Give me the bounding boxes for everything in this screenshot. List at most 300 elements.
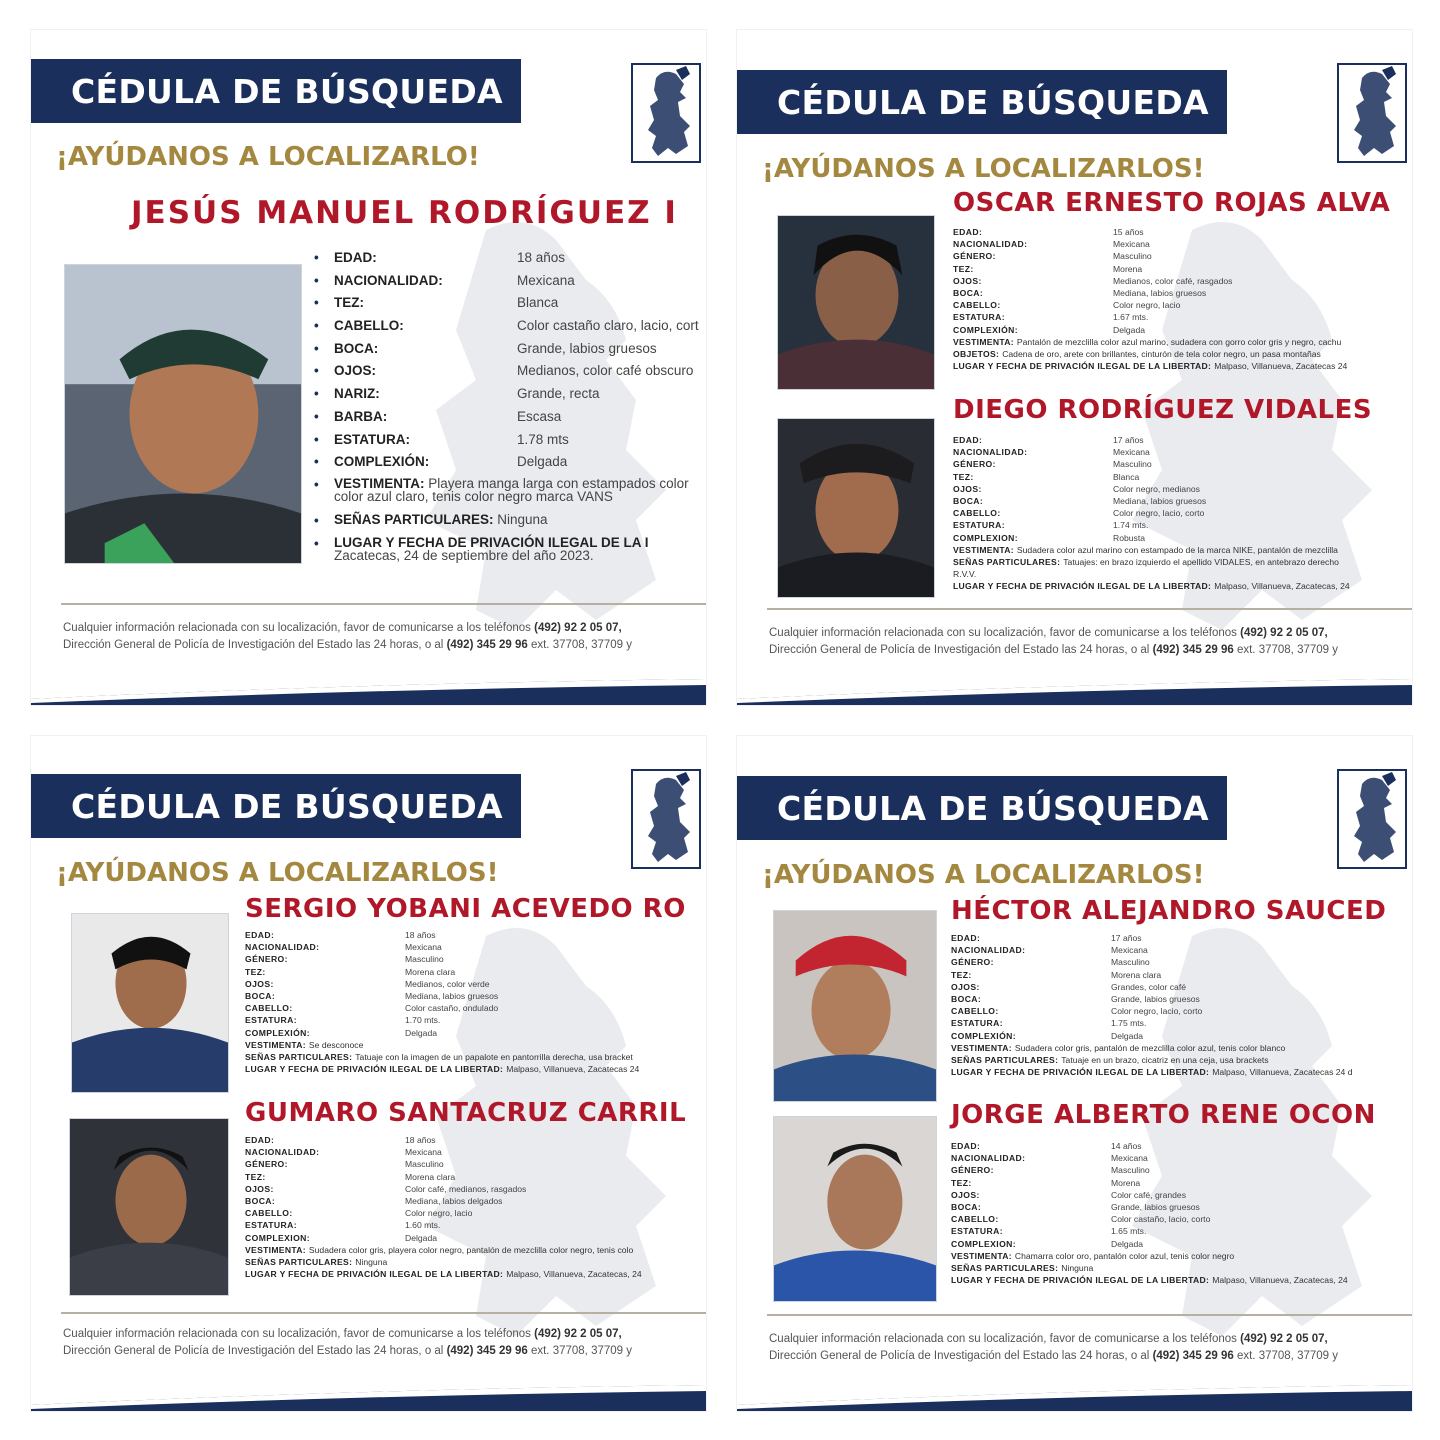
field-label: EDAD:: [951, 1141, 981, 1152]
field-value: Masculino: [1113, 251, 1152, 262]
field-value: Mexicana: [405, 1147, 442, 1158]
detail-row: [245, 1268, 706, 1280]
field-label: NACIONALIDAD:: [951, 945, 1026, 956]
field-value: 1.60 mts.: [405, 1220, 441, 1231]
field-value: Malpaso, Villanueva, Zacatecas 24 d: [1212, 1067, 1353, 1078]
detail-row: [953, 250, 1412, 262]
person-photo: [69, 1118, 229, 1296]
field-value: ext. 37708, 37709 y: [1236, 1350, 1338, 1362]
field-value: Se desconoce: [308, 1039, 364, 1050]
field-label: NARIZ:: [334, 386, 380, 402]
field-value: ext. 37708, 37709 y: [1236, 644, 1338, 656]
detail-row: [953, 458, 1412, 470]
field-label: ESTATURA:: [951, 1226, 1003, 1237]
field-label: OJOS:: [951, 1189, 980, 1200]
field-value: Blanca: [517, 295, 559, 311]
details-list: [245, 1134, 706, 1280]
field-label: GÉNERO:: [953, 251, 996, 262]
person-photo: [64, 264, 302, 564]
field-label: (492) 345 29 96: [446, 639, 528, 651]
detail-row: [314, 341, 706, 364]
detail-row: [951, 1152, 1412, 1164]
field-label: TEZ:: [951, 969, 972, 980]
field-label: EDAD:: [245, 1135, 275, 1146]
detail-row: [951, 1054, 1412, 1066]
card-header: [31, 774, 521, 838]
detail-row: [245, 1183, 706, 1195]
field-value: Dirección General de Policía de Investigación del Estado las 24 horas, o al: [63, 639, 444, 651]
subtitle: ¡AYÚDANOS A LOCALIZARLO!: [56, 142, 480, 172]
detail-row: [314, 454, 706, 477]
detail-row: [951, 981, 1412, 993]
bullet-icon: •: [314, 318, 319, 334]
field-value: [334, 513, 548, 526]
field-value: Mediana, labios gruesos: [1113, 496, 1207, 507]
field-label: COMPLEXION:: [951, 1238, 1017, 1249]
search-card-4: [737, 736, 1412, 1411]
field-value: Color café, grandes: [1111, 1189, 1186, 1200]
field-label: OBJETOS:: [953, 348, 1000, 359]
card-header: [31, 59, 521, 123]
field-value: Zacatecas, 24 de septiembre del año 2023.: [334, 547, 594, 563]
field-label: GÉNERO:: [951, 957, 994, 968]
field-label: (492) 92 2 05 07,: [1240, 1333, 1328, 1345]
field-value: Playera manga larga con estampados color: [428, 475, 689, 491]
field-value: Grande, recta: [517, 386, 600, 402]
field-value: Escasa: [517, 408, 562, 424]
field-value: Mediana, labios gruesos: [405, 991, 499, 1002]
search-card-2: [737, 30, 1412, 705]
bullet-icon: •: [314, 340, 319, 356]
field-value: ext. 37708, 37709 y: [530, 639, 632, 651]
field-label: EDAD:: [245, 930, 275, 941]
detail-row: [245, 1002, 706, 1014]
field-label: CABELLO:: [953, 300, 1001, 311]
field-value: Color castaño, ondulado: [405, 1003, 499, 1014]
header-title: CÉDULA DE BÚSQUEDA: [71, 786, 503, 826]
field-label: GÉNERO:: [245, 954, 288, 965]
detail-row: [953, 324, 1412, 336]
search-card-3: [31, 736, 706, 1411]
field-label: BOCA:: [245, 1196, 276, 1207]
knight-shield-icon: [1332, 764, 1412, 874]
detail-row-marks: [314, 513, 706, 536]
bullet-icon: •: [314, 408, 319, 424]
field-label: GÉNERO:: [245, 1159, 288, 1170]
person-name: JESÚS MANUEL RODRÍGUEZ I: [131, 195, 678, 231]
field-label: COMPLEXIÓN:: [951, 1030, 1017, 1041]
field-value: Sudadera color azul marino con estampado de la marca NIKE, pantalón de mezclilla: [1016, 544, 1338, 555]
detail-row: [314, 432, 706, 455]
field-value: Grande, labios gruesos: [517, 340, 657, 356]
field-value: Cualquier información relacionada con su localización, favor de comunicarse a los teléfonos: [769, 627, 1237, 639]
detail-row: [951, 1189, 1412, 1201]
field-value: Pantalón de mezclilla color azul marino, sudadera con gorro color gris y negro, cachu: [1016, 336, 1342, 347]
field-value: Dirección General de Policía de Investigación del Estado las 24 horas, o al: [769, 644, 1150, 656]
footer-contact: [769, 625, 1409, 659]
bottom-band: [737, 1385, 1412, 1411]
field-value: Malpaso, Villanueva, Zacatecas, 24: [1212, 1275, 1348, 1286]
field-label: VESTIMENTA:: [951, 1250, 1012, 1261]
detail-row: [951, 1213, 1412, 1225]
field-label: (492) 92 2 05 07,: [534, 1328, 622, 1340]
field-value: Delgada: [1111, 1030, 1144, 1041]
knight-shield-icon: [626, 58, 706, 168]
detail-row: [953, 360, 1412, 372]
detail-row: [314, 250, 706, 273]
detail-row: [953, 446, 1412, 458]
detail-row: [951, 1262, 1412, 1274]
field-value: Morena: [1113, 263, 1143, 274]
field-value: Color negro, medianos: [1113, 483, 1200, 494]
bullet-icon: •: [314, 431, 319, 447]
person-name: OSCAR ERNESTO ROJAS ALVA: [953, 188, 1391, 218]
field-label: NACIONALIDAD:: [953, 447, 1028, 458]
field-label: CABELLO:: [245, 1208, 293, 1219]
person-photo: [773, 910, 937, 1102]
field-value: Cualquier información relacionada con su localización, favor de comunicarse a los teléfonos: [63, 622, 531, 634]
field-label: SEÑAS PARTICULARES:: [951, 1054, 1059, 1065]
subtitle: ¡AYÚDANOS A LOCALIZARLOS!: [56, 858, 499, 888]
detail-row: [953, 507, 1412, 519]
field-value: Medianos, color café, rasgados: [1113, 275, 1233, 286]
bullet-icon: •: [314, 512, 319, 528]
field-value: color azul claro, tenis color negro marca VANS: [334, 488, 613, 504]
details-list: [953, 226, 1412, 372]
field-value: 17 años: [1111, 933, 1142, 944]
person-name: JORGE ALBERTO RENE OCON: [951, 1100, 1376, 1130]
detail-row: [314, 273, 706, 296]
detail-row: [245, 1232, 706, 1244]
field-value: Tatuajes: en brazo izquierdo el apellido VIDALES, en antebrazo derecho: [1063, 556, 1339, 567]
field-label: EDAD:: [953, 435, 983, 446]
detail-row: [951, 932, 1412, 944]
field-label: LUGAR Y FECHA DE PRIVACIÓN ILEGAL DE LA LIBERTAD:: [951, 1067, 1210, 1078]
field-value: Malpaso, Villanueva, Zacatecas, 24: [1214, 581, 1350, 592]
detail-row: [953, 532, 1412, 544]
field-value: 18 años: [405, 930, 436, 941]
subtitle: ¡AYÚDANOS A LOCALIZARLOS!: [762, 860, 1205, 890]
field-value: Delgada: [405, 1232, 438, 1243]
field-value: R.V.V.: [953, 569, 977, 580]
detail-row: [951, 1140, 1412, 1152]
field-value: Color castaño claro, lacio, cort: [517, 318, 699, 334]
footer-contact: [769, 1331, 1409, 1365]
field-label: CABELLO:: [953, 508, 1001, 519]
card-header: [737, 70, 1227, 134]
field-label: ESTATURA:: [245, 1015, 297, 1026]
detail-row: [953, 299, 1412, 311]
field-value: Sudadera color gris, playera color negro, pantalón de mezclilla color negro, tenis colo: [308, 1244, 634, 1255]
field-value: Masculino: [405, 954, 444, 965]
details-list: [314, 250, 706, 570]
field-label: SEÑAS PARTICULARES:: [334, 511, 494, 527]
detail-row: [951, 1201, 1412, 1213]
field-label: (492) 345 29 96: [1152, 644, 1234, 656]
detail-row: [953, 434, 1412, 446]
detail-row-clothing: [314, 477, 706, 513]
field-label: ESTATURA:: [953, 520, 1005, 531]
field-label: BOCA:: [951, 994, 982, 1005]
detail-row: [953, 568, 1412, 580]
field-label: OJOS:: [953, 483, 982, 494]
detail-row: [951, 1274, 1412, 1286]
field-label: EDAD:: [951, 933, 981, 944]
field-value: Medianos, color café obscuro: [517, 363, 694, 379]
field-label: OJOS:: [951, 981, 980, 992]
field-value: Chamarra color oro, pantalón color azul, tenis color negro: [1014, 1250, 1235, 1261]
field-label: SEÑAS PARTICULARES:: [245, 1051, 353, 1062]
header-title: CÉDULA DE BÚSQUEDA: [777, 788, 1209, 828]
detail-row: [314, 409, 706, 432]
bullet-icon: •: [314, 272, 319, 288]
field-label: ESTATURA:: [953, 312, 1005, 323]
field-value: Tatuaje en un brazo, cicatriz en una ceja, usa brackets: [1061, 1054, 1269, 1065]
field-value: Morena clara: [1111, 969, 1162, 980]
field-value: Blanca: [1113, 471, 1140, 482]
field-label: TEZ:: [951, 1177, 972, 1188]
field-value: Masculino: [1111, 1165, 1150, 1176]
field-label: ESTATURA:: [334, 431, 410, 447]
detail-row: [245, 953, 706, 965]
detail-row: [314, 386, 706, 409]
detail-row: [953, 544, 1412, 556]
header-title: CÉDULA DE BÚSQUEDA: [777, 82, 1209, 122]
detail-row: [245, 1014, 706, 1026]
field-label: TEZ:: [953, 263, 974, 274]
field-label: ESTATURA:: [951, 1018, 1003, 1029]
detail-row: [245, 929, 706, 941]
details-list: [953, 434, 1412, 592]
detail-row: [245, 1039, 706, 1051]
field-label: VESTIMENTA:: [334, 475, 425, 491]
field-value: Color café, medianos, rasgados: [405, 1183, 527, 1194]
detail-row: [953, 519, 1412, 531]
field-label: SEÑAS PARTICULARES:: [245, 1256, 353, 1267]
field-label: COMPLEXION:: [245, 1232, 311, 1243]
field-label: LUGAR Y FECHA DE PRIVACIÓN ILEGAL DE LA LIBERTAD:: [245, 1064, 504, 1075]
field-value: Cualquier información relacionada con su localización, favor de comunicarse a los teléfonos: [769, 1333, 1237, 1345]
divider: [61, 1312, 706, 1314]
detail-row: [245, 1134, 706, 1146]
bottom-band: [737, 679, 1412, 705]
person-photo: [777, 418, 935, 598]
field-label: EDAD:: [953, 227, 983, 238]
bullet-icon: •: [314, 363, 319, 379]
field-value: Mexicana: [1113, 239, 1150, 250]
field-value: Ninguna: [497, 511, 548, 527]
field-value: Malpaso, Villanueva, Zacatecas 24: [1214, 361, 1348, 372]
field-label: NACIONALIDAD:: [245, 1147, 320, 1158]
bullet-icon: •: [314, 476, 319, 492]
field-label: COMPLEXION:: [953, 532, 1019, 543]
field-label: GÉNERO:: [951, 1165, 994, 1176]
field-label: CABELLO:: [334, 318, 404, 334]
field-value: Mexicana: [405, 942, 442, 953]
field-value: Dirección General de Policía de Investigación del Estado las 24 horas, o al: [769, 1350, 1150, 1362]
field-value: 1.65 mts.: [1111, 1226, 1147, 1237]
field-value: Medianos, color verde: [405, 978, 490, 989]
field-value: ext. 37708, 37709 y: [530, 1345, 632, 1357]
field-label: NACIONALIDAD:: [245, 942, 320, 953]
field-value: Delgada: [1111, 1238, 1144, 1249]
field-label: VESTIMENTA:: [245, 1244, 306, 1255]
detail-row: [953, 471, 1412, 483]
person-name: SERGIO YOBANI ACEVEDO RO: [245, 894, 686, 924]
field-value: Mexicana: [1113, 447, 1150, 458]
field-label: VESTIMENTA:: [953, 544, 1014, 555]
detail-row: [245, 1051, 706, 1063]
detail-row: [951, 969, 1412, 981]
detail-row: [314, 363, 706, 386]
details-list: [245, 929, 706, 1075]
detail-row: [245, 1219, 706, 1231]
knight-shield-icon: [1332, 58, 1412, 168]
person-name: DIEGO RODRÍGUEZ VIDALES: [953, 395, 1373, 425]
field-value: Sudadera color gris, pantalón de mezclilla color azul, tenis color blanco: [1014, 1042, 1286, 1053]
detail-row: [951, 1164, 1412, 1176]
field-value: Delgada: [405, 1027, 438, 1038]
detail-row: [953, 275, 1412, 287]
field-value: Malpaso, Villanueva, Zacatecas, 24: [506, 1269, 642, 1280]
detail-row: [953, 580, 1412, 592]
detail-row: [245, 1207, 706, 1219]
knight-shield-icon: [626, 764, 706, 874]
search-card-1: [31, 30, 706, 705]
field-label: (492) 92 2 05 07,: [1240, 627, 1328, 639]
field-label: COMPLEXIÓN:: [245, 1027, 311, 1038]
field-value: Ninguna: [355, 1256, 388, 1267]
divider: [767, 1314, 1412, 1316]
detail-row: [953, 336, 1412, 348]
detail-row: [245, 1158, 706, 1170]
field-label: SEÑAS PARTICULARES:: [953, 556, 1061, 567]
field-label: COMPLEXIÓN:: [334, 454, 430, 470]
field-label: CABELLO:: [245, 1003, 293, 1014]
details-list: [951, 1140, 1412, 1286]
detail-row: [245, 1244, 706, 1256]
field-value: Grande, labios gruesos: [1111, 1202, 1200, 1213]
field-value: Malpaso, Villanueva, Zacatecas 24: [506, 1064, 640, 1075]
detail-row: [245, 1146, 706, 1158]
detail-row: [953, 311, 1412, 323]
person-name: GUMARO SANTACRUZ CARRIL: [245, 1098, 687, 1128]
field-value: Mexicana: [1111, 945, 1148, 956]
detail-row: [953, 495, 1412, 507]
field-label: OJOS:: [334, 363, 377, 379]
field-value: [334, 477, 689, 503]
detail-row: [245, 1256, 706, 1268]
field-value: 15 años: [1113, 227, 1144, 238]
detail-row: [951, 1177, 1412, 1189]
field-value: Delgada: [1113, 324, 1146, 335]
detail-row: [951, 1225, 1412, 1237]
detail-row: [245, 1195, 706, 1207]
detail-row: [951, 1042, 1412, 1054]
field-label: BOCA:: [953, 288, 984, 299]
field-value: Mediana, labios gruesos: [1113, 288, 1207, 299]
detail-row: [951, 944, 1412, 956]
field-label: (492) 92 2 05 07,: [534, 622, 622, 634]
field-label: CABELLO:: [951, 1006, 999, 1017]
footer-contact: [63, 1326, 703, 1360]
field-value: Color negro, lacio, corto: [1113, 508, 1205, 519]
detail-row: [953, 556, 1412, 568]
field-label: (492) 345 29 96: [1152, 1350, 1234, 1362]
detail-row: [245, 941, 706, 953]
field-value: 1.75 mts.: [1111, 1018, 1147, 1029]
bullet-icon: •: [314, 535, 319, 551]
field-value: Color castaño, lacio, corto: [1111, 1214, 1211, 1225]
detail-row: [314, 318, 706, 341]
detail-row: [951, 1250, 1412, 1262]
field-label: BARBA:: [334, 408, 388, 424]
field-label: COMPLEXIÓN:: [953, 324, 1019, 335]
field-label: BOCA:: [245, 991, 276, 1002]
field-label: BOCA:: [334, 340, 379, 356]
detail-row: [951, 956, 1412, 968]
field-label: LUGAR Y FECHA DE PRIVACIÓN ILEGAL DE LA LIBERTAD:: [951, 1275, 1210, 1286]
detail-row: [951, 1238, 1412, 1250]
field-value: Morena: [1111, 1177, 1141, 1188]
field-value: Tatuaje con la imagen de un papalote en pantorrilla derecha, usa bracket: [355, 1051, 633, 1062]
field-value: Masculino: [1113, 459, 1152, 470]
field-value: 1.78 mts: [517, 431, 569, 447]
field-label: BOCA:: [951, 1202, 982, 1213]
field-value: Morena clara: [405, 1171, 456, 1182]
bullet-icon: •: [314, 250, 319, 265]
subtitle: ¡AYÚDANOS A LOCALIZARLOS!: [762, 154, 1205, 184]
field-value: Ninguna: [1061, 1262, 1094, 1273]
field-value: Cualquier información relacionada con su localización, favor de comunicarse a los teléfonos: [63, 1328, 531, 1340]
bottom-band: [31, 1385, 706, 1411]
field-label: LUGAR Y FECHA DE PRIVACIÓN ILEGAL DE LA LIBERTAD:: [953, 361, 1212, 372]
field-value: Masculino: [1111, 957, 1150, 968]
detail-row: [245, 1027, 706, 1039]
field-value: Grandes, color café: [1111, 981, 1186, 992]
detail-row: [245, 990, 706, 1002]
card-header: [737, 776, 1227, 840]
person-photo: [773, 1116, 937, 1302]
field-value: Robusta: [1113, 532, 1146, 543]
field-value: Color negro, lacio: [405, 1208, 473, 1219]
detail-row: [953, 483, 1412, 495]
field-value: Color negro, lacio, corto: [1111, 1006, 1203, 1017]
field-label: OJOS:: [953, 275, 982, 286]
bottom-band: [31, 679, 706, 705]
detail-row: [953, 263, 1412, 275]
detail-row: [951, 993, 1412, 1005]
detail-row: [314, 295, 706, 318]
field-value: 1.70 mts.: [405, 1015, 441, 1026]
person-name: HÉCTOR ALEJANDRO SAUCED: [951, 896, 1387, 926]
field-value: [334, 536, 649, 562]
field-label: BOCA:: [953, 496, 984, 507]
field-label: OJOS:: [245, 978, 274, 989]
field-label: VESTIMENTA:: [951, 1042, 1012, 1053]
field-label: OJOS:: [245, 1183, 274, 1194]
bullet-icon: •: [314, 386, 319, 402]
field-value: Dirección General de Policía de Investigación del Estado las 24 horas, o al: [63, 1345, 444, 1357]
detail-row: [953, 287, 1412, 299]
field-value: 1.74 mts.: [1113, 520, 1149, 531]
detail-row: [953, 226, 1412, 238]
divider: [767, 608, 1412, 610]
field-label: TEZ:: [953, 471, 974, 482]
field-value: Color negro, lacio: [1113, 300, 1181, 311]
field-label: TEZ:: [245, 966, 266, 977]
field-label: EDAD:: [334, 250, 377, 265]
